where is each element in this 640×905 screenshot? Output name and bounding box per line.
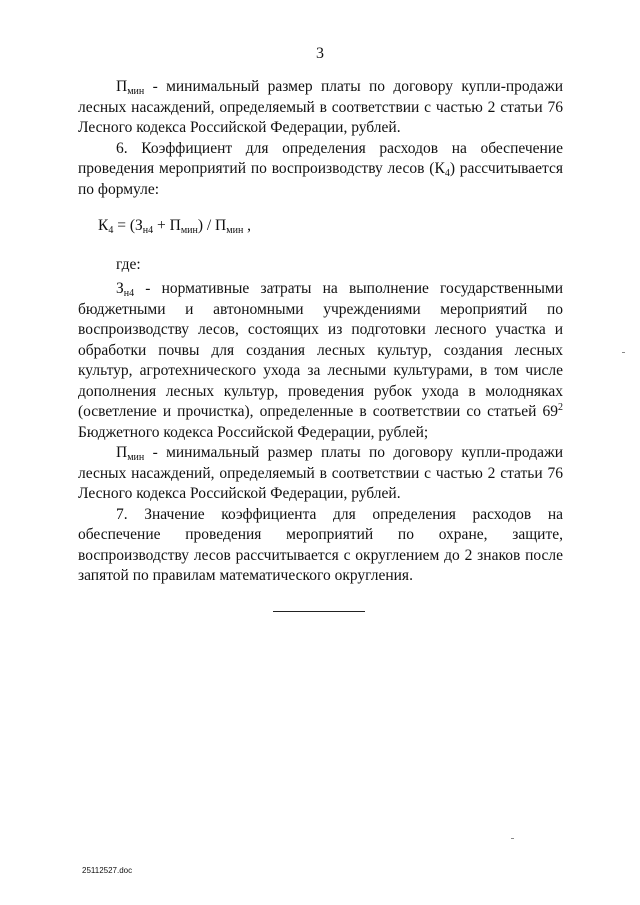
paragraph-7: 7. Значение коэффициента для определения расходов на обеспечение проведения мероприятий по охране, защите, воспроизводству лесов рассчитывается с округлением до 2 знаков после запятой по правилам математического округления. <box>78 505 563 584</box>
subscript-4: 4 <box>444 168 450 179</box>
superscript-2: 2 <box>558 402 563 413</box>
definition-text-end: Бюджетного кодекса Российской Федерации, рублей; <box>78 423 429 441</box>
formula-plus: + П <box>153 217 181 234</box>
symbol-p: П <box>116 444 128 461</box>
formula-div: ) / П <box>197 217 227 234</box>
definition-text: - минимальный размер платы по договору купли-продажи лесных насаждений, определяемый в соответствии с частью 2 статьи 76 Лесного кодекса Российской Федерации, рублей. <box>78 78 563 136</box>
document-body <box>78 77 563 587</box>
formula-k-sub: 4 <box>108 225 114 236</box>
formula-eq: = (З <box>113 217 143 234</box>
paragraph-6-text: 6. Коэффициент для определения расходов на обеспечение проведения мероприятий по воспроизводству лесов (К <box>78 139 563 177</box>
formula-k4 <box>78 216 563 237</box>
definition-text: - нормативные затраты на выполнение государственными бюджетными и автономными учреждениями мероприятий по воспроизводству лесов, состоящих из подготовки лесного участка и обработки почвы для создания лесных культур, создания лесных культур, агротехнического ухода за лесными культурами, в том числе дополнения лесных культур, проведения рубок ухода в молодняках (осветление и прочистка), определенные в соответствии со статьей 69 <box>78 280 563 420</box>
end-divider-line <box>273 611 365 612</box>
formula-k: К <box>98 217 109 234</box>
paragraph-6-end: ) рассчитывается по формуле: <box>78 160 563 198</box>
symbol-z: З <box>116 280 124 297</box>
subscript-n4: н4 <box>123 288 135 299</box>
scan-speck <box>511 838 514 839</box>
formula-z-sub: н4 <box>142 225 154 236</box>
definition-text: - минимальный размер платы по договору купли-продажи лесных насаждений, определяемый в соответствии с частью 2 статьи 76 Лесного кодекса Российской Федерации, рублей. <box>78 444 563 502</box>
subscript-min: мин <box>127 452 145 463</box>
symbol-p: П <box>116 78 128 95</box>
subscript-min: мин <box>127 86 145 97</box>
scan-speck <box>622 352 625 353</box>
formula-p2-sub: мин <box>226 225 244 236</box>
paragraph-zn4-definition <box>78 279 563 443</box>
where-label: где: <box>116 255 141 273</box>
paragraph-pmin-definition <box>78 77 563 139</box>
formula-end: , <box>243 217 252 234</box>
footer-file-code: 25112527.doc <box>82 866 133 875</box>
page-number: 3 <box>316 45 324 62</box>
paragraph-6 <box>78 139 563 201</box>
formula-p-sub: мин <box>180 225 198 236</box>
paragraph-pmin-definition-2 <box>78 443 563 505</box>
